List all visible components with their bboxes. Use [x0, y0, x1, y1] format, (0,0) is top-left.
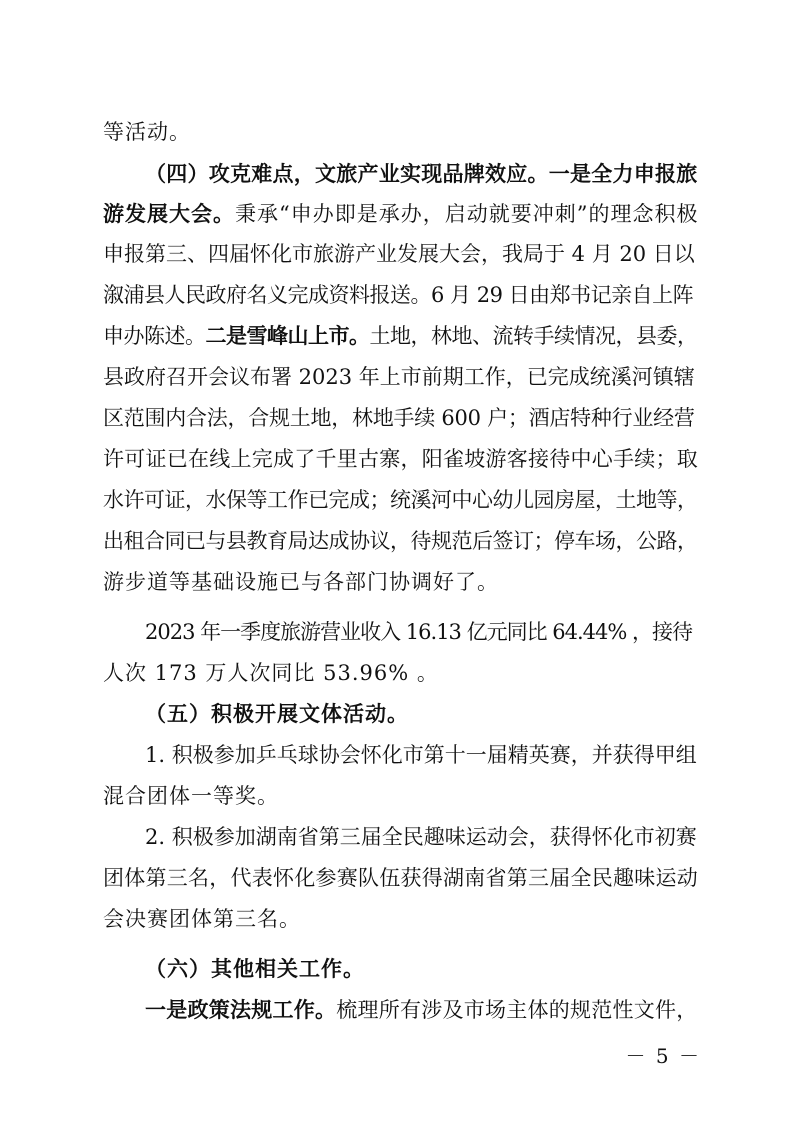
text-line	[103, 404, 695, 432]
page-number: － 5 －	[625, 1044, 701, 1068]
text-line	[103, 200, 698, 228]
text-segment: 水许可证，水保等工作已完成；统溪河中心幼儿园房屋，土地等，	[103, 488, 698, 512]
text-segment: 溆浦县人民政府名义完成资料报送。6 月 29 日由郑书记亲自上阵	[103, 283, 694, 307]
text-segment: 1. 积极参加乒乓球协会怀化市第十一届精英赛，并获得甲组	[145, 743, 697, 767]
text-segment: 梳理所有涉及市场主体的规范性文件，	[336, 998, 698, 1022]
bold-segment: 一是政策法规工作。	[145, 997, 337, 1022]
text-line	[103, 782, 279, 810]
text-segment: 会决赛团体第三名。	[103, 907, 301, 931]
text-line	[145, 823, 697, 851]
text-segment: 游步道等基础设施已与各部门协调好了。	[103, 570, 499, 594]
text-segment: 秉承“申办即是承办，启动就要冲刺”的理念积极	[235, 202, 699, 226]
text-segment: 2. 积极参加湖南省第三届全民趣味运动会，获得怀化市初赛	[145, 825, 697, 849]
text-segment: 出租合同已与县教育局达成协议，待规范后签订；停车场，公路，	[103, 529, 698, 553]
text-segment: 申报第三、四届怀化市旅游产业发展大会，我局于 4 月 20 日以	[103, 242, 695, 266]
text-segment: 混合团体一等奖。	[103, 784, 279, 808]
text-line	[103, 281, 693, 309]
text-segment: 区范围内合法，合规土地，林地手续 600 户；酒店特种行业经营	[103, 406, 695, 430]
text-line	[103, 118, 191, 146]
text-segment: 团体第三名，代表怀化参赛队伍获得湖南省第三届全民趣味运动	[103, 866, 698, 890]
text-line	[103, 568, 499, 596]
text-line	[103, 659, 439, 687]
text-line	[103, 905, 301, 933]
text-line	[145, 618, 692, 646]
text-segment: 2023 年一季度旅游营业收入 16.13 亿元同比 64.44% ，接待	[145, 620, 693, 644]
section-heading-6	[145, 955, 365, 983]
text-segment: 土地，林地、流转手续情况，县委，	[369, 324, 698, 348]
text-segment: 申办陈述。	[103, 324, 206, 348]
text-line	[103, 240, 695, 268]
bold-segment: 二是雪峰山上市。	[205, 323, 370, 348]
section-heading-4	[145, 160, 698, 188]
text-line	[103, 322, 698, 350]
text-segment: 人次 173 万人次同比 53.96% 。	[103, 661, 439, 685]
text-line	[145, 741, 697, 769]
text-line	[103, 864, 698, 892]
bold-segment: 游发展大会。	[103, 201, 235, 226]
text-segment: 等活动。	[103, 120, 191, 144]
text-segment: （四）攻克难点，文旅产业实现品牌效应。一是全力申报旅	[145, 161, 698, 186]
text-segment: （六）其他相关工作。	[145, 956, 365, 981]
text-line	[103, 363, 695, 391]
text-line	[145, 996, 698, 1024]
text-line	[103, 527, 698, 555]
text-segment: 县政府召开会议布署 2023 年上市前期工作，已完成统溪河镇辖	[103, 365, 695, 389]
text-line	[103, 486, 698, 514]
section-heading-5	[145, 700, 409, 728]
text-line	[103, 445, 698, 473]
text-segment: 许可证已在线上完成了千里古寨，阳雀坡游客接待中心手续；取	[103, 447, 698, 471]
text-segment: （五）积极开展文体活动。	[145, 701, 409, 726]
